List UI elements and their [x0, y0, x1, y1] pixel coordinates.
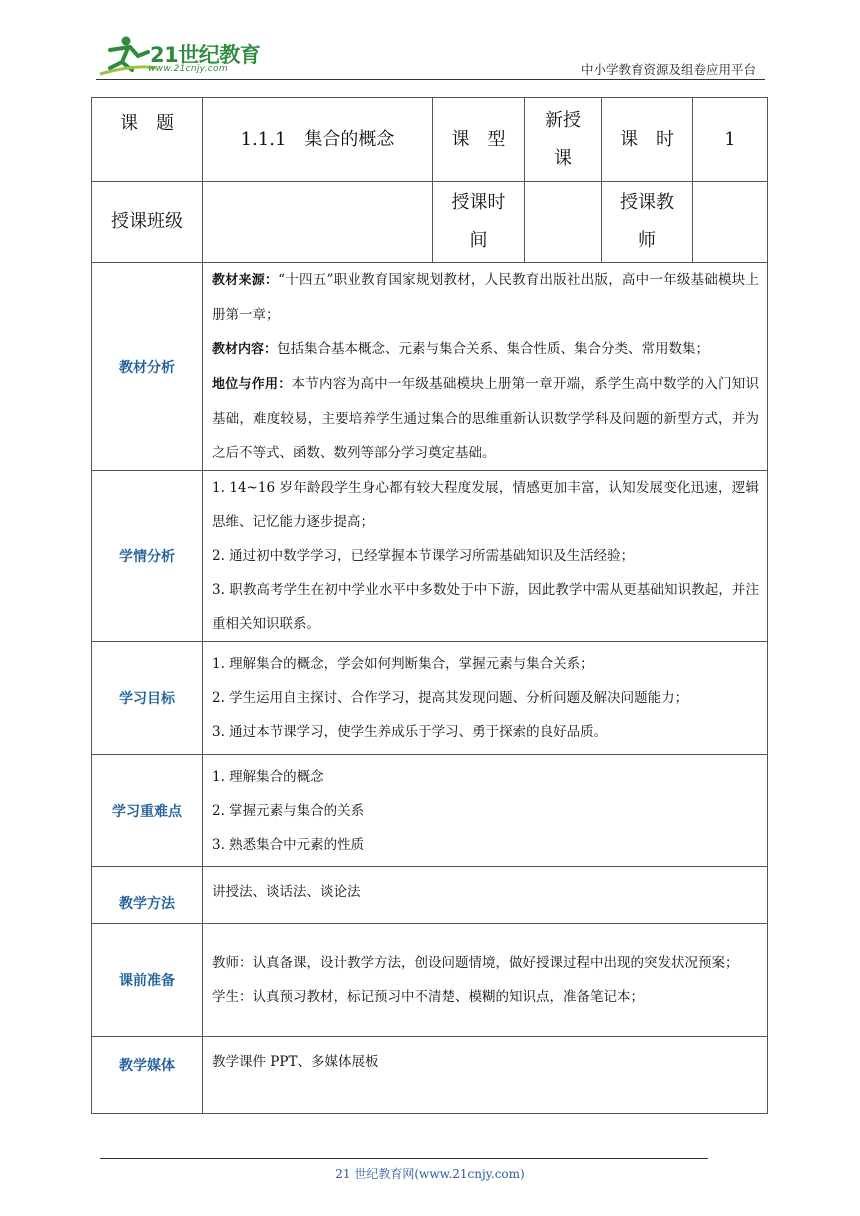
class-value: [203, 182, 433, 263]
time-value: [525, 182, 602, 263]
time-label-line2: 间: [469, 230, 488, 251]
type-value-line1: 新授: [545, 109, 581, 131]
material-content-head: 教材内容：: [212, 342, 278, 357]
key-points-item-2: 2. 掌握元素与集合的关系: [212, 802, 365, 819]
goals-label: 学习目标: [92, 642, 203, 755]
material-content: [203, 263, 768, 471]
preparation-content: [203, 924, 768, 1037]
table-row-key-points: [92, 755, 768, 867]
header-platform-name: 中小学教育资源及组卷应用平台: [580, 62, 756, 77]
teacher-label: [602, 182, 693, 263]
media-text: 教学课件 PPT、多媒体展板: [212, 1054, 379, 1070]
media-content: [203, 1037, 768, 1114]
goals-item-2: 2. 学生运用自主探讨、合作学习，提高其发现问题、分析问题及解决问题能力；: [212, 690, 689, 706]
teacher-value: [693, 182, 768, 263]
students-content: [203, 471, 768, 642]
material-content-text: 包括集合基本概念、元素与集合关系、集合性质、集合分类、常用数集；: [277, 341, 710, 357]
material-role-text: 本节内容为高中一年级基础模块上册第一章开端，系学生高中数学的入门知识基础，难度较易，主要培养学生通过集合的思维重新认识数学学科及问题的新型方式，并为之后不等式、函数、数列等部分学习奠定基础。: [212, 376, 759, 461]
students-item-1: 1. 14~16 岁年龄段学生身心都有较大程度发展，情感更加丰富，认知发展变化迅速，逻辑思维、记忆能力逐步提高；: [212, 480, 759, 530]
material-label: 教材分析: [92, 263, 203, 471]
students-item-3: 3. 职教高考学生在初中学业水平中多数处于中下游，因此教学中需从更基础知识教起，并注重相关知识联系。: [212, 582, 759, 632]
key-points-content: [203, 755, 768, 867]
time-label-line1: 授课时: [451, 192, 506, 213]
media-label: 教学媒体: [92, 1037, 203, 1114]
key-points-item-3: 3. 熟悉集合中元素的性质: [212, 836, 365, 853]
table-row-goals: [92, 642, 768, 755]
preparation-teacher: 教师：认真备课，设计教学方法，创设问题情境，做好授课过程中出现的突发状况预案；: [212, 955, 739, 971]
material-source: [212, 263, 759, 332]
lesson-plan-table: [91, 97, 768, 1114]
table-row-methods: [92, 867, 768, 924]
material-source-text: “十四五”职业教育国家规划教材，人民教育出版社出版，高中一年级基础模块上册第一章；: [212, 272, 759, 323]
type-value-line2: 课: [554, 147, 572, 169]
hours-label: 课 时: [602, 98, 693, 182]
preparation-label: 课前准备: [92, 924, 203, 1037]
footer-link[interactable]: 21 世纪教育网(www.21cnjy.com): [335, 1167, 525, 1181]
class-label: 授课班级: [92, 182, 203, 263]
key-points-item-1: 1. 理解集合的概念: [212, 768, 324, 785]
key-points-label: 学习重难点: [92, 755, 203, 867]
methods-text: 讲授法、谈话法、谈论法: [212, 884, 361, 900]
table-row-preparation: [92, 924, 768, 1037]
table-row-material: [92, 263, 768, 471]
material-role-head: 地位与作用：: [212, 377, 292, 392]
material-content-para: [212, 332, 759, 367]
header-divider: [96, 79, 765, 80]
time-label: [433, 182, 525, 263]
table-row-media: [92, 1037, 768, 1114]
footer-divider: [100, 1158, 708, 1159]
type-label: 课 型: [433, 98, 525, 182]
preparation-student: 学生：认真预习教材，标记预习中不清楚、模糊的知识点，准备笔记本；: [212, 989, 644, 1005]
teacher-label-line2: 师: [638, 230, 656, 251]
logo-url: www.21cnjy.com: [148, 64, 228, 74]
goals-item-1: 1. 理解集合的概念，学会如何判断集合，掌握元素与集合关系；: [212, 656, 594, 672]
table-row-basic-info: [92, 98, 768, 182]
logo-text: 21世纪教育: [150, 43, 261, 67]
table-row-class-info: [92, 182, 768, 263]
type-value: [525, 98, 602, 182]
students-label: 学情分析: [92, 471, 203, 642]
material-source-head: 教材来源：: [212, 273, 279, 288]
material-role: [212, 367, 759, 470]
goals-content: [203, 642, 768, 755]
methods-content: [203, 867, 768, 924]
teacher-label-line1: 授课教: [620, 192, 674, 213]
methods-label: 教学方法: [92, 867, 203, 924]
students-item-2: 2. 通过初中数学学习，已经掌握本节课学习所需基础知识及生活经验；: [212, 548, 635, 564]
topic-value: 1.1.1 集合的概念: [203, 98, 433, 182]
goals-item-3: 3. 通过本节课学习，使学生养成乐于学习、勇于探索的良好品质。: [212, 724, 608, 740]
table-row-students: [92, 471, 768, 642]
hours-value: 1: [693, 98, 768, 182]
topic-label: 课 题: [92, 98, 203, 182]
